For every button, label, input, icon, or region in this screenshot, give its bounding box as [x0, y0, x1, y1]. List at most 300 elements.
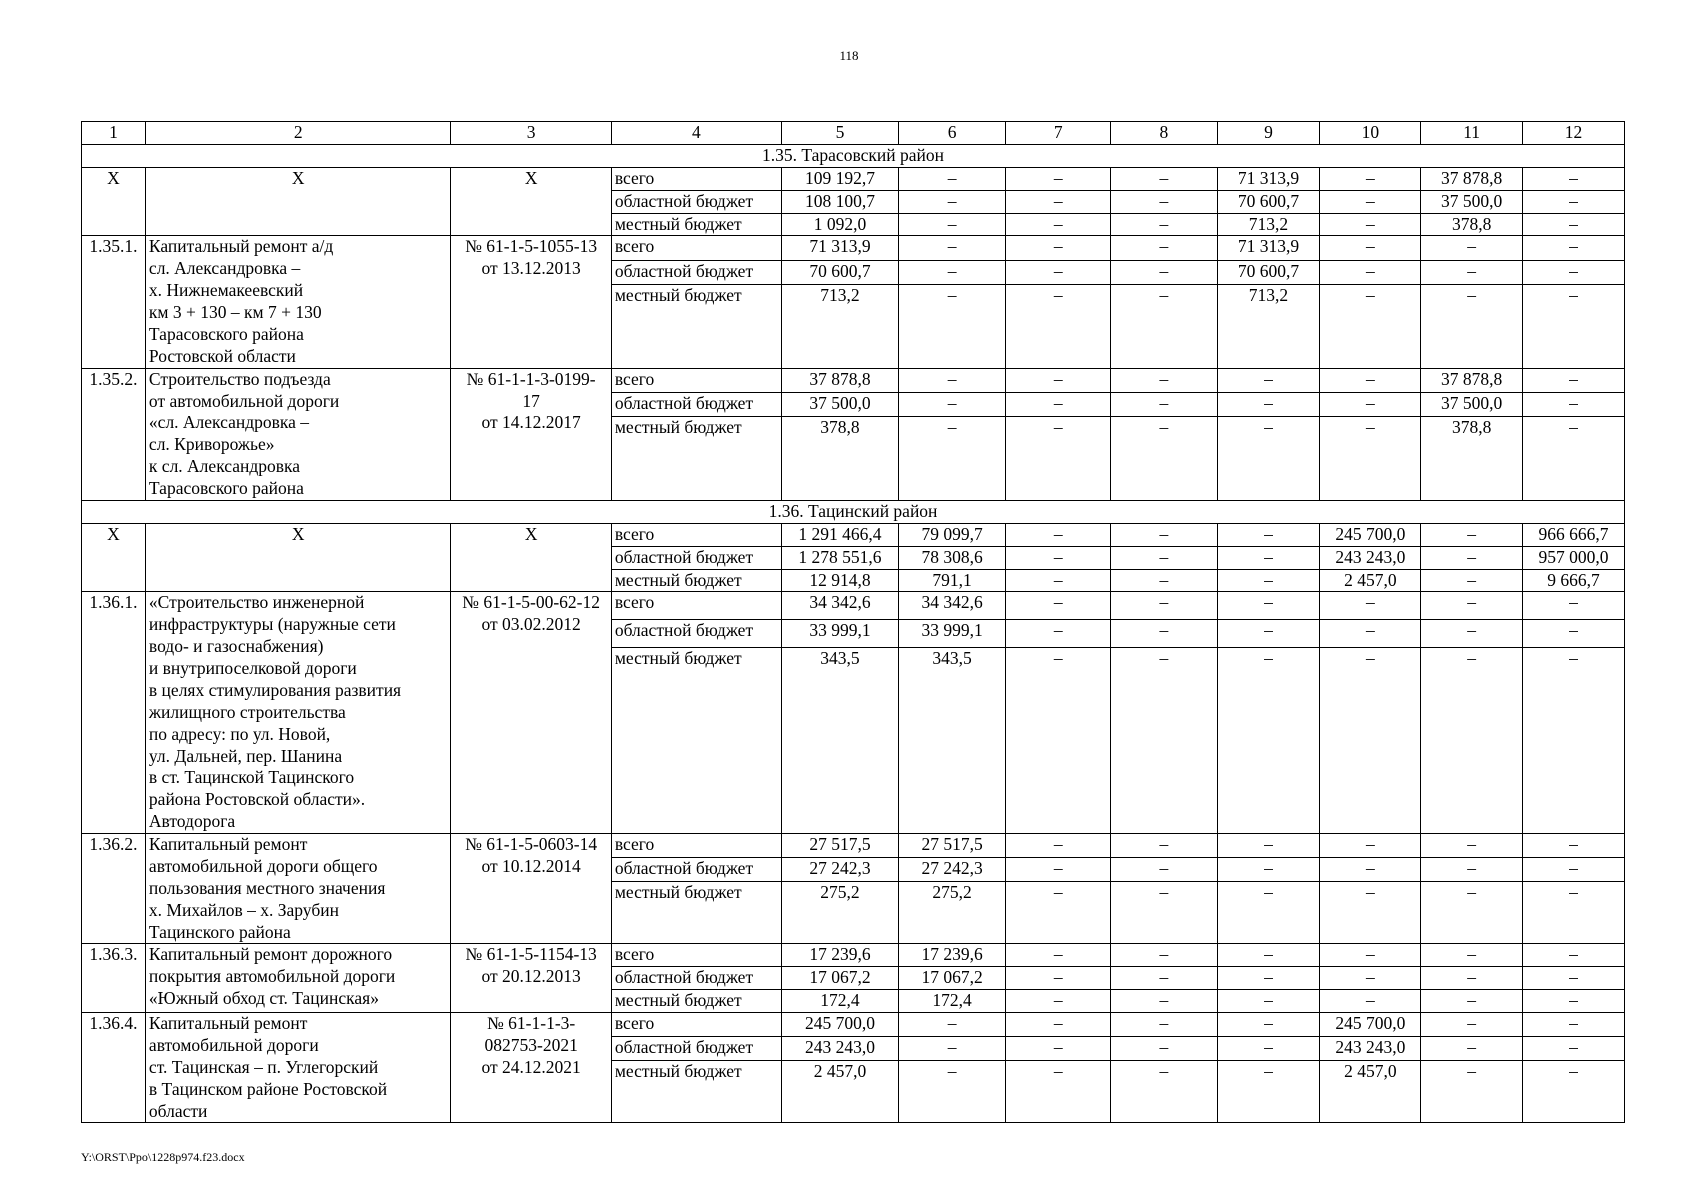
- amount-cell: 34 342,6: [781, 592, 898, 620]
- amount-cell: –: [1421, 1036, 1523, 1060]
- column-number-cell: 2: [145, 122, 451, 145]
- object-description-line: «Южный обход ст. Тацинская»: [148, 988, 379, 1009]
- amount-cell: 17 239,6: [898, 944, 1005, 967]
- amount-cell: 172,4: [781, 990, 898, 1013]
- amount-cell: –: [898, 190, 1005, 213]
- object-description-line: Тацинского района: [148, 921, 291, 942]
- amount-cell: –: [1421, 990, 1523, 1013]
- column-number-cell: 7: [1006, 122, 1111, 145]
- amount-cell: –: [1421, 834, 1523, 858]
- amount-cell: –: [1111, 368, 1217, 392]
- amount-cell: –: [1523, 619, 1625, 647]
- funding-source-cell: областной бюджет: [611, 393, 781, 417]
- amount-cell: –: [1421, 592, 1523, 620]
- document-reference-line: от 10.12.2014: [481, 855, 581, 876]
- amount-cell: –: [1006, 569, 1111, 592]
- amount-cell: –: [1523, 944, 1625, 967]
- amount-cell: –: [1006, 167, 1111, 190]
- amount-cell: 27 517,5: [898, 834, 1005, 858]
- amount-cell: 1 291 466,4: [781, 523, 898, 546]
- column-number-cell: 4: [611, 122, 781, 145]
- amount-cell: –: [1006, 881, 1111, 944]
- amount-cell: 966 666,7: [1523, 523, 1625, 546]
- section-title: 1.35. Тарасовский район: [82, 144, 1625, 167]
- object-description-cell: [145, 523, 451, 592]
- amount-cell: –: [898, 1013, 1005, 1037]
- amount-cell: –: [1523, 857, 1625, 881]
- object-description-line: района Ростовской области».: [148, 789, 366, 810]
- document-reference-line: № 61-1-5-1154-13: [465, 944, 597, 965]
- document-reference-line: X: [524, 167, 538, 188]
- amount-cell: –: [1217, 967, 1320, 990]
- document-reference-line: от 24.12.2021: [481, 1056, 581, 1077]
- funding-source-cell: местный бюджет: [611, 569, 781, 592]
- amount-cell: –: [1320, 167, 1421, 190]
- amount-cell: –: [1006, 368, 1111, 392]
- document-reference-cell: [451, 592, 611, 834]
- funding-source-cell: местный бюджет: [611, 990, 781, 1013]
- object-number-cell: X: [82, 167, 146, 236]
- amount-cell: –: [1217, 569, 1320, 592]
- object-description-line: Автодорога: [148, 811, 236, 832]
- amount-cell: –: [1523, 647, 1625, 833]
- object-number-cell: 1.36.1.: [82, 592, 146, 834]
- amount-cell: –: [1320, 393, 1421, 417]
- amount-cell: –: [1320, 881, 1421, 944]
- amount-cell: –: [1523, 236, 1625, 260]
- amount-cell: –: [1006, 260, 1111, 284]
- amount-cell: –: [1217, 1013, 1320, 1037]
- section-title-row: [82, 144, 1625, 167]
- amount-cell: 2 457,0: [1320, 569, 1421, 592]
- amount-cell: –: [1320, 592, 1421, 620]
- amount-cell: –: [1111, 190, 1217, 213]
- document-reference-cell: [451, 368, 611, 500]
- object-description-line: Строительство подъезда: [148, 368, 331, 389]
- amount-cell: –: [1421, 967, 1523, 990]
- amount-cell: 245 700,0: [1320, 1013, 1421, 1037]
- amount-cell: –: [1006, 967, 1111, 990]
- document-reference-line: № 61-1-1-3-0199-: [466, 368, 596, 389]
- amount-cell: –: [1217, 619, 1320, 647]
- amount-cell: 245 700,0: [781, 1013, 898, 1037]
- amount-cell: 243 243,0: [1320, 546, 1421, 569]
- page-number: 118: [839, 48, 859, 63]
- amount-cell: –: [1111, 834, 1217, 858]
- funding-source-cell: областной бюджет: [611, 260, 781, 284]
- amount-cell: –: [1111, 569, 1217, 592]
- object-description-line: сл. Александровка –: [148, 258, 301, 279]
- amount-cell: –: [1421, 1060, 1523, 1123]
- amount-cell: 378,8: [1421, 213, 1523, 236]
- amount-cell: –: [1523, 260, 1625, 284]
- amount-cell: –: [1111, 881, 1217, 944]
- document-reference-line: 082753-2021: [484, 1034, 578, 1055]
- amount-cell: 37 500,0: [1421, 393, 1523, 417]
- amount-cell: –: [1006, 236, 1111, 260]
- document-reference-line: № 61-1-5-00-62-12: [462, 592, 601, 613]
- amount-cell: –: [1523, 1060, 1625, 1123]
- budget-row: [82, 1013, 1625, 1037]
- funding-source-cell: областной бюджет: [611, 619, 781, 647]
- amount-cell: –: [1320, 857, 1421, 881]
- amount-cell: –: [898, 417, 1005, 500]
- amount-cell: 37 878,8: [1421, 167, 1523, 190]
- amount-cell: –: [1111, 619, 1217, 647]
- amount-cell: –: [1006, 523, 1111, 546]
- amount-cell: 343,5: [781, 647, 898, 833]
- object-description-line: Тарасовского района: [148, 478, 304, 498]
- amount-cell: 713,2: [781, 285, 898, 368]
- amount-cell: –: [1320, 368, 1421, 392]
- document-reference-line: от 13.12.2013: [481, 258, 581, 279]
- document-reference-line: от 20.12.2013: [481, 966, 581, 987]
- amount-cell: –: [1111, 990, 1217, 1013]
- amount-cell: –: [898, 368, 1005, 392]
- amount-cell: –: [1421, 1013, 1523, 1037]
- amount-cell: –: [1006, 546, 1111, 569]
- document-reference-cell: [451, 834, 611, 944]
- amount-cell: –: [898, 236, 1005, 260]
- amount-cell: –: [1320, 647, 1421, 833]
- amount-cell: 37 878,8: [781, 368, 898, 392]
- funding-source-cell: местный бюджет: [611, 213, 781, 236]
- object-description-line: водо- и газоснабжения): [148, 636, 324, 657]
- amount-cell: 71 313,9: [1217, 167, 1320, 190]
- amount-cell: –: [1421, 647, 1523, 833]
- column-number-cell: 3: [451, 122, 611, 145]
- object-description-cell: [145, 592, 451, 834]
- funding-source-cell: всего: [611, 167, 781, 190]
- object-description-line: «сл. Александровка –: [148, 412, 310, 433]
- object-description-line: км 3 + 130 – км 7 + 130: [148, 302, 322, 322]
- budget-row: [82, 368, 1625, 392]
- amount-cell: 78 308,6: [898, 546, 1005, 569]
- column-number-cell: 11: [1421, 122, 1523, 145]
- amount-cell: 12 914,8: [781, 569, 898, 592]
- object-description-cell: [145, 1013, 451, 1123]
- table-body: [82, 122, 1625, 1123]
- object-description-line: в целях стимулирования развития: [148, 679, 402, 700]
- section-title: 1.36. Тацинский район: [82, 500, 1625, 523]
- amount-cell: –: [1523, 881, 1625, 944]
- amount-cell: –: [1006, 213, 1111, 236]
- amount-cell: 2 457,0: [1320, 1060, 1421, 1123]
- budget-row: [82, 236, 1625, 260]
- object-description-cell: [145, 167, 451, 236]
- object-number-cell: 1.36.3.: [82, 944, 146, 1013]
- document-reference-line: № 61-1-5-0603-14: [465, 834, 598, 854]
- document-reference-cell: [451, 167, 611, 236]
- amount-cell: –: [1111, 592, 1217, 620]
- column-number-cell: 5: [781, 122, 898, 145]
- amount-cell: –: [1421, 944, 1523, 967]
- amount-cell: 275,2: [781, 881, 898, 944]
- amount-cell: –: [1320, 944, 1421, 967]
- amount-cell: –: [1320, 260, 1421, 284]
- amount-cell: –: [1523, 967, 1625, 990]
- amount-cell: 17 067,2: [781, 967, 898, 990]
- amount-cell: –: [1217, 417, 1320, 500]
- object-description-cell: [145, 944, 451, 1013]
- column-number-cell: 10: [1320, 122, 1421, 145]
- object-description-line: Капитальный ремонт: [148, 834, 308, 854]
- amount-cell: –: [898, 393, 1005, 417]
- amount-cell: 71 313,9: [1217, 236, 1320, 260]
- amount-cell: –: [1217, 368, 1320, 392]
- object-description-line: по адресу: по ул. Новой,: [148, 723, 331, 744]
- amount-cell: –: [898, 260, 1005, 284]
- amount-cell: –: [898, 213, 1005, 236]
- footer-file-path: Y:\ORST\Ppo\1228p974.f23.docx: [81, 1150, 245, 1164]
- object-number-cell: 1.36.2.: [82, 834, 146, 944]
- amount-cell: –: [1217, 592, 1320, 620]
- amount-cell: 70 600,7: [1217, 190, 1320, 213]
- document-reference-cell: [451, 944, 611, 1013]
- object-description-line: Ростовской области: [148, 345, 296, 366]
- amount-cell: 37 500,0: [1421, 190, 1523, 213]
- amount-cell: 378,8: [781, 417, 898, 500]
- object-number-cell: 1.35.2.: [82, 368, 146, 500]
- amount-cell: 37 500,0: [781, 393, 898, 417]
- amount-cell: –: [1217, 990, 1320, 1013]
- funding-source-cell: местный бюджет: [611, 1060, 781, 1123]
- amount-cell: –: [1421, 285, 1523, 368]
- object-description-line: в Тацинском районе Ростовской: [148, 1078, 388, 1099]
- object-description-line: автомобильной дороги: [148, 1034, 319, 1055]
- funding-source-cell: всего: [611, 368, 781, 392]
- amount-cell: 791,1: [898, 569, 1005, 592]
- object-description-line: Капитальный ремонт дорожного: [148, 944, 393, 965]
- amount-cell: –: [1111, 546, 1217, 569]
- amount-cell: –: [898, 1060, 1005, 1123]
- amount-cell: –: [1523, 167, 1625, 190]
- amount-cell: 1 092,0: [781, 213, 898, 236]
- amount-cell: 33 999,1: [898, 619, 1005, 647]
- amount-cell: –: [1217, 1060, 1320, 1123]
- amount-cell: –: [1217, 834, 1320, 858]
- amount-cell: –: [1006, 592, 1111, 620]
- amount-cell: –: [1111, 523, 1217, 546]
- amount-cell: 27 242,3: [898, 857, 1005, 881]
- amount-cell: 70 600,7: [1217, 260, 1320, 284]
- amount-cell: –: [1320, 967, 1421, 990]
- amount-cell: 109 192,7: [781, 167, 898, 190]
- amount-cell: –: [1523, 990, 1625, 1013]
- document-reference-line: № 61-1-5-1055-13: [465, 236, 598, 257]
- funding-source-cell: местный бюджет: [611, 881, 781, 944]
- amount-cell: –: [1111, 1013, 1217, 1037]
- amount-cell: –: [1523, 1013, 1625, 1037]
- object-description-line: сл. Криворожье»: [148, 434, 275, 455]
- amount-cell: 713,2: [1217, 285, 1320, 368]
- amount-cell: –: [1320, 236, 1421, 260]
- amount-cell: –: [1217, 944, 1320, 967]
- document-reference-line: от 14.12.2017: [481, 412, 581, 433]
- object-description-line: Капитальный ремонт: [148, 1013, 308, 1033]
- amount-cell: 243 243,0: [1320, 1036, 1421, 1060]
- amount-cell: –: [1111, 944, 1217, 967]
- amount-cell: 713,2: [1217, 213, 1320, 236]
- amount-cell: 378,8: [1421, 417, 1523, 500]
- amount-cell: 343,5: [898, 647, 1005, 833]
- object-description-line: в ст. Тацинской Тацинского: [148, 767, 355, 788]
- amount-cell: –: [1217, 647, 1320, 833]
- amount-cell: –: [1111, 213, 1217, 236]
- amount-cell: –: [1421, 260, 1523, 284]
- amount-cell: –: [1421, 881, 1523, 944]
- amount-cell: 33 999,1: [781, 619, 898, 647]
- amount-cell: –: [1111, 260, 1217, 284]
- amount-cell: –: [1111, 857, 1217, 881]
- funding-source-cell: всего: [611, 236, 781, 260]
- amount-cell: 17 239,6: [781, 944, 898, 967]
- amount-cell: –: [1421, 546, 1523, 569]
- amount-cell: –: [1523, 368, 1625, 392]
- amount-cell: –: [1421, 523, 1523, 546]
- amount-cell: –: [1217, 857, 1320, 881]
- amount-cell: –: [1111, 393, 1217, 417]
- document-reference-cell: [451, 236, 611, 368]
- document-reference-line: от 03.02.2012: [481, 614, 581, 635]
- column-number-cell: 6: [898, 122, 1005, 145]
- object-description-line: X: [291, 167, 305, 188]
- budget-table: [81, 121, 1625, 1123]
- object-description-line: области: [148, 1100, 208, 1121]
- amount-cell: –: [1523, 1036, 1625, 1060]
- funding-source-cell: местный бюджет: [611, 285, 781, 368]
- amount-cell: 27 242,3: [781, 857, 898, 881]
- object-description-cell: [145, 236, 451, 368]
- amount-cell: –: [1523, 213, 1625, 236]
- amount-cell: –: [1111, 1060, 1217, 1123]
- amount-cell: –: [1421, 569, 1523, 592]
- document-reference-cell: [451, 1013, 611, 1123]
- amount-cell: 108 100,7: [781, 190, 898, 213]
- object-description-line: «Строительство инженерной: [148, 592, 365, 613]
- funding-source-cell: областной бюджет: [611, 1036, 781, 1060]
- funding-source-cell: областной бюджет: [611, 190, 781, 213]
- amount-cell: 70 600,7: [781, 260, 898, 284]
- object-description-line: покрытия автомобильной дороги: [148, 966, 396, 987]
- amount-cell: 245 700,0: [1320, 523, 1421, 546]
- document-reference-line: 17: [522, 390, 540, 411]
- amount-cell: 34 342,6: [898, 592, 1005, 620]
- amount-cell: –: [1006, 393, 1111, 417]
- object-description-line: Капитальный ремонт а/д: [148, 236, 334, 257]
- object-number-cell: 1.35.1.: [82, 236, 146, 368]
- amount-cell: –: [1006, 944, 1111, 967]
- amount-cell: –: [1006, 285, 1111, 368]
- budget-row: [82, 834, 1625, 858]
- amount-cell: –: [1006, 647, 1111, 833]
- column-number-cell: 1: [82, 122, 146, 145]
- amount-cell: –: [1320, 417, 1421, 500]
- amount-cell: –: [1523, 393, 1625, 417]
- column-number-cell: 12: [1523, 122, 1625, 145]
- object-description-line: Тарасовского района: [148, 323, 304, 344]
- document-reference-line: X: [524, 523, 538, 544]
- amount-cell: 27 517,5: [781, 834, 898, 858]
- object-description-line: автомобильной дороги общего: [148, 855, 378, 876]
- amount-cell: 2 457,0: [781, 1060, 898, 1123]
- amount-cell: 275,2: [898, 881, 1005, 944]
- amount-cell: 37 878,8: [1421, 368, 1523, 392]
- amount-cell: –: [1217, 546, 1320, 569]
- budget-row: [82, 523, 1625, 546]
- amount-cell: 172,4: [898, 990, 1005, 1013]
- amount-cell: –: [1217, 523, 1320, 546]
- amount-cell: –: [1111, 647, 1217, 833]
- amount-cell: –: [1006, 619, 1111, 647]
- amount-cell: –: [1111, 417, 1217, 500]
- object-number-cell: X: [82, 523, 146, 592]
- budget-row: [82, 167, 1625, 190]
- amount-cell: –: [1523, 417, 1625, 500]
- amount-cell: –: [1111, 1036, 1217, 1060]
- object-description-cell: [145, 834, 451, 944]
- amount-cell: 243 243,0: [781, 1036, 898, 1060]
- object-description-line: инфраструктуры (наружные сети: [148, 614, 396, 635]
- object-number-cell: 1.36.4.: [82, 1013, 146, 1123]
- amount-cell: –: [1320, 834, 1421, 858]
- funding-source-cell: местный бюджет: [611, 417, 781, 500]
- funding-source-cell: всего: [611, 834, 781, 858]
- amount-cell: –: [1320, 190, 1421, 213]
- object-description-cell: [145, 368, 451, 500]
- amount-cell: –: [1320, 285, 1421, 368]
- object-description-line: ст. Тацинская – п. Углегорский: [148, 1056, 379, 1077]
- funding-source-cell: областной бюджет: [611, 857, 781, 881]
- amount-cell: –: [1217, 393, 1320, 417]
- amount-cell: –: [1006, 1060, 1111, 1123]
- funding-source-cell: всего: [611, 1013, 781, 1037]
- amount-cell: –: [1523, 190, 1625, 213]
- funding-source-cell: областной бюджет: [611, 546, 781, 569]
- amount-cell: –: [1523, 285, 1625, 368]
- object-description-line: X: [291, 523, 305, 544]
- object-description-line: и внутрипоселковой дороги: [148, 658, 357, 678]
- object-description-line: ул. Дальней, пер. Шанина: [148, 745, 343, 766]
- object-description-line: х. Михайлов – х. Зарубин: [148, 899, 339, 920]
- column-number-cell: 8: [1111, 122, 1217, 145]
- amount-cell: –: [1320, 990, 1421, 1013]
- amount-cell: –: [898, 285, 1005, 368]
- funding-source-cell: областной бюджет: [611, 967, 781, 990]
- amount-cell: –: [1111, 967, 1217, 990]
- amount-cell: –: [1111, 285, 1217, 368]
- amount-cell: 79 099,7: [898, 523, 1005, 546]
- funding-source-cell: всего: [611, 523, 781, 546]
- amount-cell: –: [1111, 236, 1217, 260]
- amount-cell: –: [898, 167, 1005, 190]
- amount-cell: –: [1320, 213, 1421, 236]
- amount-cell: –: [1006, 1013, 1111, 1037]
- funding-source-cell: всего: [611, 944, 781, 967]
- amount-cell: 71 313,9: [781, 236, 898, 260]
- funding-source-cell: местный бюджет: [611, 647, 781, 833]
- budget-row: [82, 944, 1625, 967]
- document-reference-line: № 61-1-1-3-: [487, 1013, 576, 1033]
- amount-cell: –: [1421, 619, 1523, 647]
- amount-cell: –: [1006, 834, 1111, 858]
- amount-cell: –: [1421, 857, 1523, 881]
- amount-cell: –: [1523, 834, 1625, 858]
- amount-cell: –: [1006, 417, 1111, 500]
- object-description-line: к сл. Александровка: [148, 456, 301, 477]
- object-description-line: пользования местного значения: [148, 877, 386, 898]
- amount-cell: –: [1217, 1036, 1320, 1060]
